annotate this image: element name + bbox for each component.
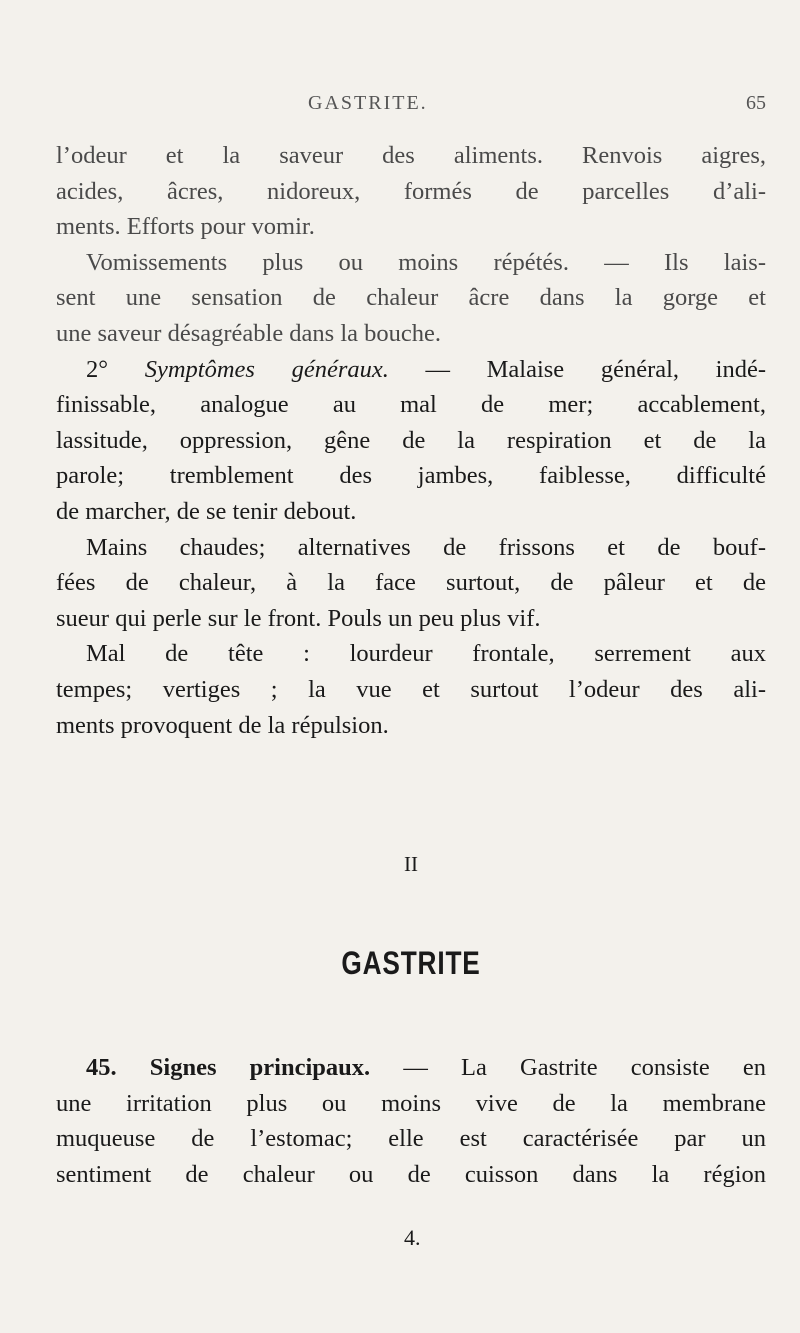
running-title: GASTRITE.: [308, 92, 428, 114]
text-line: une irritation plus ou moins vive de la membrane: [56, 1089, 766, 1117]
text-line: de marcher, de se tenir debout.: [56, 497, 357, 525]
text-line: Mains chaudes; alternatives de frissons et de bouf-: [86, 533, 766, 561]
list-number: 2°: [86, 355, 109, 383]
text-fragment: — Malaise général, indé-: [388, 355, 767, 383]
paragraph-2: [56, 245, 766, 352]
text-line: parole; tremblement des jambes, faiblesse, difficulté: [56, 462, 766, 490]
text-line: sent une sensation de chaleur âcre dans la gorge et: [56, 284, 766, 312]
italic-heading: Symptômes généraux.: [144, 355, 389, 383]
body-text: [56, 138, 766, 743]
text-line: Mal de tête : lourdeur frontale, serrement aux: [86, 640, 766, 668]
text-line: tempes; vertiges ; la vue et surtout l’odeur des ali-: [56, 675, 766, 703]
section-heading: GASTRITE: [341, 945, 481, 981]
text-line: fées de chaleur, à la face surtout, de pâleur et de: [56, 569, 766, 597]
signature-mark: 4.: [404, 1225, 421, 1250]
paragraph-3: [56, 352, 766, 530]
text-line: acides, âcres, nidoreux, formés de parcelles d’ali-: [56, 177, 766, 205]
paragraph-4: [56, 530, 766, 637]
text-line: finissable, analogue au mal de mer; accablement,: [56, 391, 766, 419]
page-header: [56, 92, 766, 122]
text-line: l’odeur et la saveur des aliments. Renvois aigres,: [56, 142, 766, 169]
text-line: [56, 1050, 766, 1086]
paragraph-6: [56, 1050, 766, 1192]
text-line: muqueuse de l’estomac; elle est caractérisée par un: [56, 1125, 766, 1153]
paragraph-1: [56, 138, 766, 245]
text-line: lassitude, oppression, gêne de la respiration et de la: [56, 426, 766, 454]
text-fragment: — La Gastrite consiste en: [370, 1054, 766, 1081]
text-line: sentiment de chaleur ou de cuisson dans la région: [56, 1160, 766, 1188]
text-line: une saveur désagréable dans la bouche.: [56, 319, 442, 347]
bold-heading: Signes principaux.: [149, 1054, 371, 1081]
paragraph-5: [56, 636, 766, 743]
text-line: ments provoquent de la répulsion.: [56, 711, 389, 739]
section-numeral: II: [404, 852, 418, 876]
text-line: sueur qui perle sur le front. Pouls un peu plus vif.: [56, 604, 541, 632]
text-line: Vomissements plus ou moins répétés. — Ils lais-: [86, 248, 766, 276]
section-number: 45.: [86, 1054, 117, 1081]
text-line: [56, 352, 766, 388]
text-line: ments. Efforts pour vomir.: [56, 213, 315, 241]
page-number: 65: [746, 92, 766, 114]
